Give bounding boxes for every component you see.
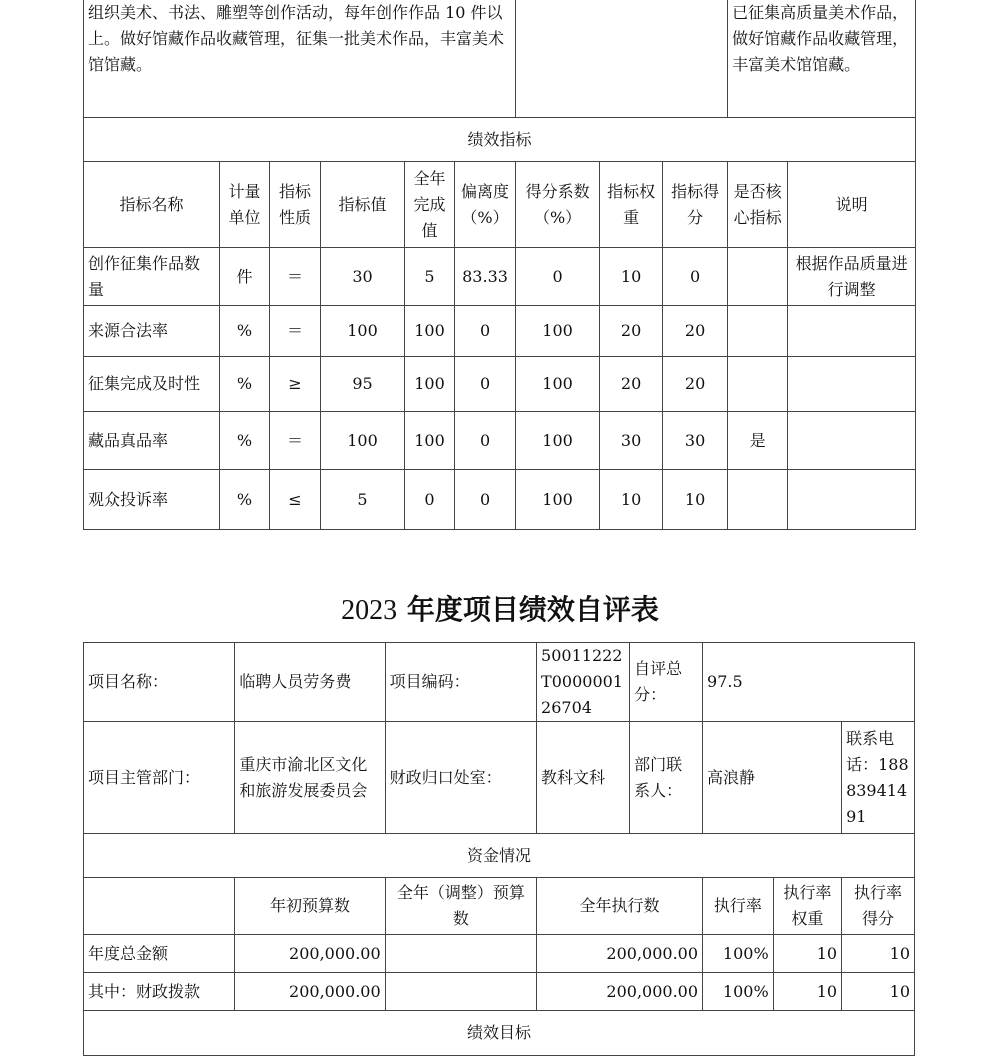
remarks	[788, 357, 916, 412]
self-score-value: 97.5	[703, 643, 915, 722]
contact-person-value: 高浪静	[703, 722, 842, 834]
annual-goal-text: 组织美术、书法、雕塑等创作活动，每年创作作品 10 件以上。做好馆藏作品收藏管理，征集一批美术作品，丰富美术馆馆藏。	[84, 0, 516, 118]
actual-value: 0	[405, 470, 455, 530]
performance-indicator-table	[83, 0, 916, 530]
deviation: 0	[455, 470, 516, 530]
header-score-coefficient: 得分系数（%）	[516, 162, 600, 248]
core-indicator	[728, 306, 788, 357]
target-value: 100	[321, 306, 405, 357]
header-rate-score: 执行率得分	[842, 878, 915, 935]
unit: %	[220, 470, 270, 530]
executed-amount: 200,000.00	[537, 973, 703, 1011]
indicator-header-row	[84, 162, 916, 248]
goal-middle-cell	[516, 0, 728, 118]
indicator-name: 征集完成及时性	[84, 357, 220, 412]
remarks	[788, 306, 916, 357]
score: 20	[663, 357, 728, 412]
header-unit: 计量单位	[220, 162, 270, 248]
score: 20	[663, 306, 728, 357]
initial-budget: 200,000.00	[235, 973, 385, 1011]
funds-row-label: 其中：财政拨款	[84, 973, 235, 1011]
title-text: 年度项目绩效自评表	[397, 593, 659, 626]
table-row	[84, 357, 916, 412]
header-deviation: 偏离度（%）	[455, 162, 516, 248]
unit: %	[220, 306, 270, 357]
score: 0	[663, 248, 728, 306]
actual-value: 100	[405, 357, 455, 412]
rate-weight: 10	[773, 973, 841, 1011]
phone-value	[842, 722, 915, 834]
table-row	[84, 973, 915, 1011]
initial-budget: 200,000.00	[235, 935, 385, 973]
section-row	[84, 834, 915, 878]
execution-rate: 100%	[703, 973, 774, 1011]
title-year: 2023	[341, 595, 398, 626]
project-info-row	[84, 643, 915, 722]
funds-row-label: 年度总金额	[84, 935, 235, 973]
remarks	[788, 470, 916, 530]
section-row	[84, 118, 916, 162]
weight: 10	[600, 470, 663, 530]
score-coefficient: 100	[516, 357, 600, 412]
self-score-label: 自评总分：	[630, 643, 703, 722]
indicator-name: 观众投诉率	[84, 470, 220, 530]
header-nature: 指标性质	[270, 162, 321, 248]
weight: 20	[600, 306, 663, 357]
header-indicator-name: 指标名称	[84, 162, 220, 248]
score: 30	[663, 412, 728, 470]
project-self-evaluation-table	[83, 642, 915, 1056]
remarks: 根据作品质量进行调整	[788, 248, 916, 306]
project-dept-row	[84, 722, 915, 834]
core-indicator	[728, 248, 788, 306]
dept-label: 项目主管部门：	[84, 722, 235, 834]
project-code-label: 项目编码：	[385, 643, 536, 722]
executed-amount: 200,000.00	[537, 935, 703, 973]
contact-person-label: 部门联系人：	[630, 722, 703, 834]
phone-label: 联系电话：	[846, 728, 895, 774]
rate-weight: 10	[773, 935, 841, 973]
dept-value: 重庆市渝北区文化和旅游发展委员会	[235, 722, 385, 834]
target-value: 95	[321, 357, 405, 412]
header-target-value: 指标值	[321, 162, 405, 248]
finance-office-value: 教科文科	[537, 722, 630, 834]
header-executed: 全年执行数	[537, 878, 703, 935]
score: 10	[663, 470, 728, 530]
header-execution-rate: 执行率	[703, 878, 774, 935]
funds-header-blank	[84, 878, 235, 935]
project-name-value: 临聘人员劳务费	[235, 643, 385, 722]
target-value: 5	[321, 470, 405, 530]
table-row	[84, 412, 916, 470]
deviation: 83.33	[455, 248, 516, 306]
indicator-name: 藏品真品率	[84, 412, 220, 470]
weight: 20	[600, 357, 663, 412]
nature: ≥	[270, 357, 321, 412]
indicator-name: 创作征集作品数量	[84, 248, 220, 306]
goals-title: 绩效目标	[84, 1011, 915, 1056]
funds-title: 资金情况	[84, 834, 915, 878]
score-coefficient: 0	[516, 248, 600, 306]
deviation: 0	[455, 357, 516, 412]
header-core-indicator: 是否核心指标	[728, 162, 788, 248]
deviation: 0	[455, 412, 516, 470]
adjusted-budget	[385, 973, 536, 1011]
unit: 件	[220, 248, 270, 306]
nature: ＝	[270, 248, 321, 306]
header-weight: 指标权重	[600, 162, 663, 248]
core-indicator: 是	[728, 412, 788, 470]
target-value: 30	[321, 248, 405, 306]
score-coefficient: 100	[516, 306, 600, 357]
actual-value: 100	[405, 306, 455, 357]
table-row	[84, 935, 915, 973]
header-rate-weight: 执行率权重	[773, 878, 841, 935]
project-name-label: 项目名称：	[84, 643, 235, 722]
actual-completion-text: 已征集高质量美术作品，做好馆藏作品收藏管理，丰富美术馆馆藏。	[728, 0, 916, 118]
rate-score: 10	[842, 973, 915, 1011]
weight: 30	[600, 412, 663, 470]
core-indicator	[728, 357, 788, 412]
unit: %	[220, 357, 270, 412]
weight: 10	[600, 248, 663, 306]
header-adjusted-budget: 全年（调整）预算数	[385, 878, 536, 935]
unit: %	[220, 412, 270, 470]
nature: ＝	[270, 412, 321, 470]
execution-rate: 100%	[703, 935, 774, 973]
nature: ＝	[270, 306, 321, 357]
rate-score: 10	[842, 935, 915, 973]
finance-office-label: 财政归口处室：	[385, 722, 536, 834]
actual-value: 100	[405, 412, 455, 470]
core-indicator	[728, 470, 788, 530]
section-row	[84, 1011, 915, 1056]
target-value: 100	[321, 412, 405, 470]
nature: ≤	[270, 470, 321, 530]
table-row	[84, 306, 916, 357]
header-score: 指标得分	[663, 162, 728, 248]
score-coefficient: 100	[516, 412, 600, 470]
score-coefficient: 100	[516, 470, 600, 530]
actual-value: 5	[405, 248, 455, 306]
project-code-value: 50011222T000000126704	[537, 643, 630, 722]
perf-indicators-title: 绩效指标	[84, 118, 916, 162]
phone-number: 18883941491	[846, 754, 909, 826]
header-initial-budget: 年初预算数	[235, 878, 385, 935]
funds-header-row	[84, 878, 915, 935]
page-title	[0, 588, 1000, 633]
indicator-name: 来源合法率	[84, 306, 220, 357]
header-remarks: 说明	[788, 162, 916, 248]
deviation: 0	[455, 306, 516, 357]
table-row	[84, 470, 916, 530]
header-actual-value: 全年完成值	[405, 162, 455, 248]
table-row	[84, 248, 916, 306]
adjusted-budget	[385, 935, 536, 973]
goal-text-row	[84, 0, 916, 118]
remarks	[788, 412, 916, 470]
